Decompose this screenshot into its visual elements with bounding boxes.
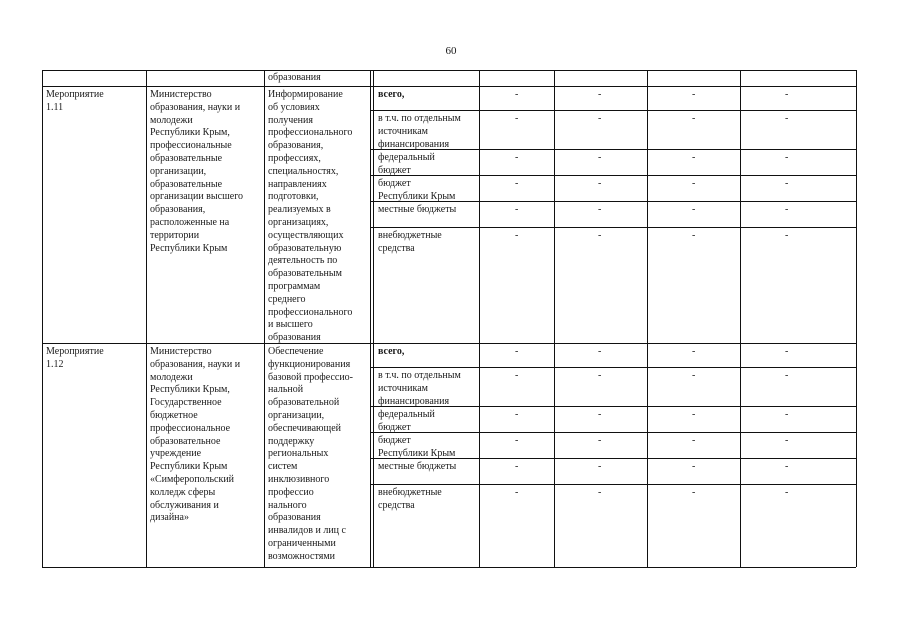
value-cell: - — [692, 204, 696, 215]
value-cell: - — [692, 178, 696, 189]
value-cell: - — [515, 409, 519, 420]
source-row-line — [370, 432, 856, 433]
value-cell: - — [692, 409, 696, 420]
value-cell: - — [598, 230, 602, 241]
source-label: внебюджетные средства — [378, 487, 442, 511]
value-cell: - — [515, 346, 519, 357]
value-cell: - — [692, 487, 696, 498]
source-label: внебюджетные средства — [378, 230, 442, 254]
value-cell: - — [692, 370, 696, 381]
source-row-line — [370, 406, 856, 407]
value-cell: - — [515, 461, 519, 472]
column-divider — [856, 70, 857, 567]
source-label: бюджет Республики Крым — [378, 435, 456, 459]
source-label: в т.ч. по отдельным источникам финансирования — [378, 370, 461, 407]
value-cell: - — [785, 113, 789, 124]
value-cell: - — [785, 409, 789, 420]
value-cell: - — [598, 409, 602, 420]
column-divider — [264, 70, 265, 567]
value-cell: - — [515, 435, 519, 446]
value-cell: - — [785, 370, 789, 381]
value-cell: - — [785, 346, 789, 357]
source-row-line — [370, 367, 856, 368]
value-cell: - — [598, 487, 602, 498]
value-cell: - — [515, 89, 519, 100]
source-label: в т.ч. по отдельным источникам финансирования — [378, 113, 461, 150]
description-cell: Информирование об условиях получения профессионального образования, профессиях, специальностях, направлениях подготовки, реализуемых в организациях, осуществляющих образовательную деятельность по образовательным программам среднего профессионального и высшего образования — [268, 89, 353, 344]
table-border-line — [42, 567, 856, 568]
value-cell: - — [692, 461, 696, 472]
column-divider — [146, 70, 147, 567]
executor-cell: Министерство образования, науки и молодежи Республики Крым, Государственное бюджетное профессиональное образовательное учреждение Республики Крым «Симферопольский колледж сферы обслуживания и дизайна» — [150, 346, 241, 524]
value-cell: - — [785, 435, 789, 446]
source-label: местные бюджеты — [378, 204, 457, 215]
source-row-line — [370, 227, 856, 228]
value-cell: - — [598, 178, 602, 189]
value-cell: - — [785, 461, 789, 472]
value-cell: - — [692, 113, 696, 124]
value-cell: - — [598, 346, 602, 357]
value-cell: - — [785, 89, 789, 100]
value-cell: - — [598, 204, 602, 215]
budget-table — [42, 70, 789, 562]
value-cell: - — [785, 152, 789, 163]
table-border-line — [42, 343, 856, 344]
value-cell: - — [692, 346, 696, 357]
value-cell: - — [515, 152, 519, 163]
value-cell: - — [692, 89, 696, 100]
source-label: федеральный бюджет — [378, 152, 435, 176]
value-cell: - — [515, 204, 519, 215]
source-row-line — [370, 201, 856, 202]
table-border-line — [42, 70, 856, 71]
source-row-line — [370, 149, 856, 150]
value-cell: - — [598, 435, 602, 446]
column-divider — [554, 70, 555, 567]
executor-cell: Министерство образования, науки и молодежи Республики Крым, профессиональные образовательные организации, образовательные организации высшего образования, расположенные на территории Республики Крым — [150, 89, 244, 254]
source-label: всего, — [378, 346, 405, 357]
value-cell: - — [785, 230, 789, 241]
page-number: 60 — [445, 45, 457, 57]
value-cell: - — [598, 461, 602, 472]
value-cell: - — [598, 113, 602, 124]
column-divider — [740, 70, 741, 567]
source-label: местные бюджеты — [378, 461, 457, 472]
value-cell: - — [692, 152, 696, 163]
value-cell: - — [692, 230, 696, 241]
column-divider — [647, 70, 648, 567]
value-cell: - — [515, 370, 519, 381]
source-label: всего, — [378, 89, 405, 100]
value-cell: - — [515, 487, 519, 498]
continuation-text: образования — [268, 72, 321, 83]
value-cell: - — [515, 113, 519, 124]
source-row-line — [370, 458, 856, 459]
value-cell: - — [692, 435, 696, 446]
value-cell: - — [515, 178, 519, 189]
value-cell: - — [598, 370, 602, 381]
value-cell: - — [785, 178, 789, 189]
value-cell: - — [598, 152, 602, 163]
activity-cell: Мероприятие 1.11 — [46, 89, 104, 113]
source-label: федеральный бюджет — [378, 409, 435, 433]
value-cell: - — [515, 230, 519, 241]
column-divider — [42, 70, 43, 567]
column-divider — [373, 70, 374, 567]
value-cell: - — [785, 487, 789, 498]
value-cell: - — [598, 89, 602, 100]
source-row-line — [370, 484, 856, 485]
description-cell: Обеспечение функционирования базовой профессио- нальной образовательной организации, обеспечивающей поддержку региональных систем инклюзивного профессио нального образования инвалидов и лиц с ограниченными возможностями — [268, 346, 353, 562]
value-cell: - — [785, 204, 789, 215]
source-row-line — [370, 175, 856, 176]
activity-cell: Мероприятие 1.12 — [46, 346, 104, 370]
source-label: бюджет Республики Крым — [378, 178, 456, 202]
source-row-line — [370, 110, 856, 111]
table-border-line — [42, 86, 856, 87]
